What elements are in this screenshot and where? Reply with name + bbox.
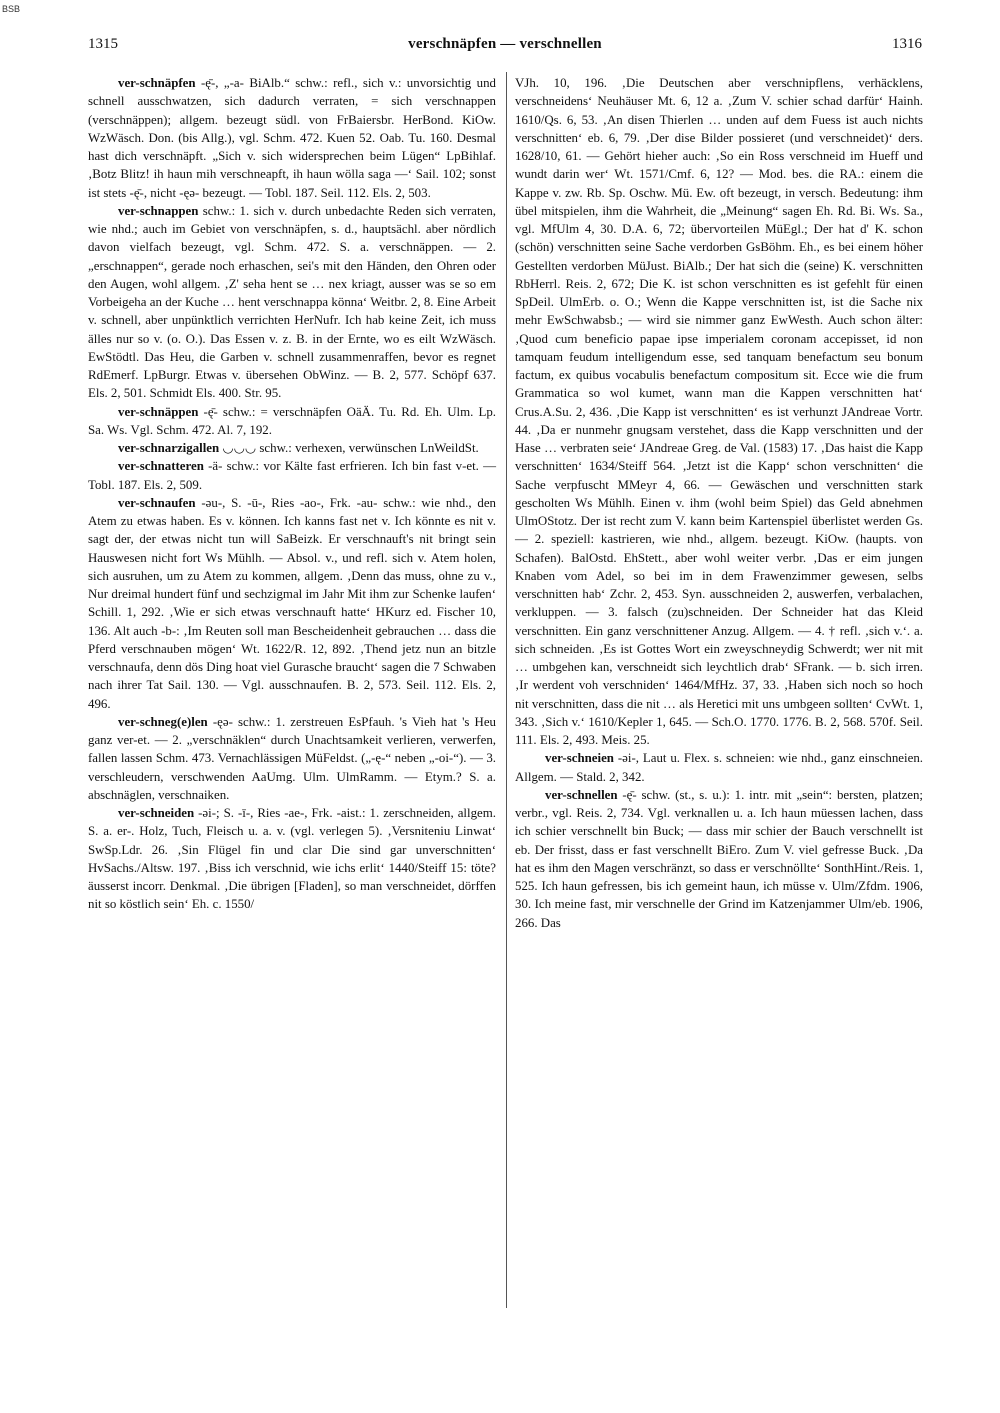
column-divider — [506, 72, 507, 1308]
entry-text: -ę̄- schw.: = verschnäpfen OäÄ. Tu. Rd. Eh. Ulm. Lp. Sa. Ws. Vgl. Schm. 472. Al. 7, 192. — [88, 404, 496, 437]
dictionary-entry — [515, 786, 923, 932]
entry-lemma: ver-schnellen — [545, 787, 618, 802]
entry-text: -ä- schw.: vor Kälte fast erfrieren. Ich bin fast v-et. — Tobl. 187. Els. 2, 509. — [88, 459, 496, 492]
entry-text: -ę̄-, „-a- BiAlb.“ schw.: refl., sich v.: unvorsichtig und schnell ausschwatzen, sich dadurch verraten, = sich verschnappen (verschnäppen); allgem. bezeugt südl. von FrBaiersbr. HerBond. KiOw. WzWäsch. Don. (bis Allg.), vgl. Schm. 472. Kuen 52. Oab. Tu. 160. Desmal hast dich verschnäpft. „Sich v. sich widersprechen beim Lügen“ LpBihlaf. ‚Botz Blitz! ih haun mih verschneapft, ih haun wölla saga —‘ Sail. 102; sonst ist stets -ę̄-, nicht -ęə- bezeugt. — Tobl. 187. Seil. 112. Els. 2, 503. — [88, 76, 496, 200]
entry-lemma: ver-schnarzigallen — [118, 441, 220, 455]
dictionary-entry — [88, 439, 496, 457]
entry-text: -əi-, Laut u. Flex. s. schneien: wie nhd., ganz einschneien. Allgem. — Stald. 2, 342. — [515, 751, 923, 784]
entry-lemma: ver-schnatteren — [118, 459, 204, 474]
dictionary-entry — [515, 749, 923, 786]
dictionary-entry — [88, 202, 496, 403]
dictionary-entry — [88, 403, 496, 440]
dictionary-entry — [88, 457, 496, 494]
right-column — [515, 74, 923, 932]
dictionary-entry — [88, 74, 496, 202]
entry-lemma: ver-schneien — [545, 751, 614, 766]
dictionary-entry — [88, 713, 496, 804]
entry-text: -ę̄- schw. (st., s. u.): 1. intr. mit „sein“: bersten, platzen; verbr., vgl. Reis. 2, 734. Vgl. verknallen u. a. Ich haun müessen lachen, dass ich schier verschnellt bin Buck; — dass mir schier der Bauch verschnellt ist eb. Der frisst, dass er fast verschnellt BiEro. Zum V. viel gefresse Buck. ‚Da hat es ihm den Magen verschränzt, so dass er verschnöllte‘ SonthHint./Reis. 1, 525. Ich haun gefressen, bis ich gemeint haun, ich müsse v. Ulm/Zfdm. 1906, 30. Ich meine fast, mir verschnelle der Grind im Katzenjammer Ulm/eb. 1906, 266. Das — [515, 787, 923, 930]
left-page-number: 1315 — [88, 36, 118, 52]
entry-lemma: ver-schnappen — [118, 203, 199, 218]
entry-text: schw.: 1. sich v. durch unbedachte Reden sich verraten, wie nhd.; auch im Gebiet von verschnäpfen, s. d., hauptsächl. aber nördlich davon vielfach bezeugt, vgl. Schm. 472. S. a. verschnäppen. — 2. „erschnappen“, gerade noch erhaschen, sei's mit den Händen, den Ohren oder den Augen, wohl allgem. ‚Z' seha hent se … nex kriagt, ausser was se so em Vorbeigeha an der Kuche … hent verschnappa könna‘ Weitbr. 2, 8. Eine Arbeit v. schnell, aber unpünktlich verrichten HerNufr. Ich hab keine Zeit, ich muss älles nur so v. (o. O.). Das Essen v. z. B. in der Ernte, wo es eilt WzWäsch. EwStödtl. Das Heu, die Garben v. schnell zusammenraffen, bevor es regnet RdEmerf. LpBurgr. Etwas v. übersehen ObWinz. — B. 2, 577. Schöpf 637. Els. 2, 501. Schmidt Els. 400. Str. 95. — [88, 203, 496, 401]
running-title: verschnäpfen — verschnellen — [408, 36, 602, 52]
entry-lemma: ver-schnäppen — [118, 404, 199, 419]
entry-text: ◡◡◡ schw.: verhexen, verwünschen LnWeildSt. — [219, 441, 479, 455]
entry-text: -ęə- schw.: 1. zerstreuen EsPfauh. 's Vieh hat 's Heu ganz ver-et. — 2. „verschnäklen“ durch Unachtsamkeit verlieren, verwerfen, fallen lassen Schm. 473. Vernachlässigen MüFeldst. („-ę-“ neben „-oi-“). — 3. verschleudern, verschwenden AaUmg. Ulm. UlmRamm. — Etym.? S. a. abschnäglen, verschnaiken. — [88, 714, 496, 802]
library-mark: BSB — [2, 4, 21, 14]
entry-lemma: ver-schneg(e)len — [118, 714, 208, 729]
dictionary-entry — [88, 804, 496, 914]
left-column — [88, 74, 496, 914]
page-header — [88, 36, 922, 58]
right-page-number: 1316 — [892, 36, 922, 52]
entry-continuation — [515, 74, 923, 749]
entry-lemma: ver-schnäpfen — [118, 76, 196, 90]
entry-lemma: ver-schnaufen — [118, 495, 196, 510]
entry-text: VJh. 10, 196. ‚Die Deutschen aber verschnipflens, verhäcklens, verschneidens‘ Neuhäuser Mt. 6, 12 a. ‚Zum V. schier schad darfür‘ Hainh. 1610/Qs. 6, 53. ‚An disen Thierlen … unden auf dem Fuess ist auch nichts verschnitten‘ eb. 6, 79. ‚Der dise Bilder possieret (und verschneidet)‘ ders. 1628/10, 61. — Gehört hieher auch: ‚So ein Ross verschneid im Hueff und wundt darin wer‘ Wt. 1571/Cmf. 6, 12? — Mod. bes. die RA.: einem die Kappe v. zw. Rb. Sp. Oschw. Mü. Ew. oft bezeugt, in versch. Bedeutung: ihm übel mitspielen, ihm die Wahrheit, die „Meinung“ sagen Eh. Rd. Bi. Ws. Sa., vgl. MfUlm 4, 30. D.A. 6, 72; übervorteilen MüEgl.; Der hat d' K. schon (schön) verschnitten seine Sache verdorben GsBöhm. Eh., es bei einem höher Gestellten verdorben MüJust. BiAlb.; Der hat sich die (seine) K. verschnitten RbHerrl. Reis. 2, 672; Die K. ist schon verschnitten es ist gefehlt für einen SpDeil. UlmErb. o. O.; Wenn die Kappe verschnitten ist, ist die Sache nix mehr EwSchwabsb.; — wird sie nimmer ganz EwWesth. Auch schon älter: ‚Quod cum beneficio papae ipse imperialem coronam accepisset, id non tamquam feudum intelligendum esse, sed tanquam benefactum seu bonum factum, ex quibus vocabulis benefactum compositum sit. Ecce wie die frum Grammatica so wol kumet, wann man die Kappen verschnitten hat‘ Crus.A.Su. 2, 436. ‚Die Kapp ist verschnitten‘ es ist verhunzt JAndreae Vortr. 44. ‚Da er nunmehr gnugsam verstehet, dass die Kapp verschnitten und der Hase … verbraten seie‘ JAndreae Greg. de Val. (1583) 17. ‚Das haist die Kapp verschnitten‘ 1634/Steiff 564. ‚Jetzt ist die Kapp‘ schon verschnitten‘ die Sache verpfuscht MMeyr 4, 66. — Gewäschen und verschnitten stark gescholten Ws Mühlh. Einen v. ihm (wohl beim Spiel) das Geld abnehmen UlmOStotz. Der ist recht zum V. kann beim Kartenspiel überlistet werden Gs. — 2. speziell: kastrieren, wie nhd., allgem. bezeugt. KiOw. (haupts. von Schafen). BalOstd. EhStett., aber wohl weiter verbr. ‚Das er eim jungen Knaben vom Adel, so bei im in dem Frawenzimmer gewesen, selbs verschnitten hab‘ Zchr. 2, 453. Syn. ausschneiden 2, auswerfen, verbalachen, verkluppen. — 3. falsch (zu)schneiden. Der Schneider hat das Kleid verschnitten. Ein ganz verschnittener Anzug. Allgem. — 4. † refl. ‚sich v.‘. a. sich schneiden. ‚Es ist Gottes Wort ein zweyschneydig Schwerdt; wer nit mit … umbgehen kan, verschneidt sich leychtlich drab‘ SFrank. — b. sich irren. ‚Ir werdent voh verschniden‘ 1464/MfHz. 37, 33. ‚Haben sich noch so hoch nit verschnitten, dass die nit … als Heretici mit uns umbgeen sollten‘ CvWt. 1, 343. ‚Sich v.‘ 1610/Kepler 1, 645. — Sch.O. 1770. 1776. B. 2, 568. 570f. Seil. 111. Els. 2, 493. Meis. 25. — [515, 76, 923, 747]
entry-text: -əi-; S. -ī-, Ries -ae-, Frk. -aist.: 1. zerschneiden, allgem. S. a. er-. Holz, Tuch, Fleisch u. a. v. (vgl. verlegen 5). ‚Versniteniu Linwat‘ SwSp.Ldr. 26. ‚Sin Flügel fin und clar Die sind gar unverschnitten‘ HvSachs./Altsw. 197. ‚Biss ich verschnid, wie ichs erlit‘ 1440/Steiff 15: töte? äusserst incorr. Denkmal. ‚Die übrigen [Fladen], so man verschneidet, dörffen nit so köstlich sein‘ Eh. c. 1550/ — [88, 806, 496, 912]
entry-lemma: ver-schneiden — [118, 806, 195, 820]
dictionary-entry — [88, 494, 496, 713]
entry-text: -əu-, S. -ū-, Ries -ao-, Frk. -au- schw.: wie nhd., den Atem zu etwas haben. Es v. können. Ich kanns fast net v. Ich könnte es nit v. sagt der, der etwas nicht tun will SaBeizk. Er verschnauft's nit bringt sein Hauswesen nicht fort Ws Mühlh. — Absol. v., und refl. sich v. Atem holen, sich ausruhen, um zu Atem zu kommen, allgem. ‚Denn das muss, ohne zu v., Nur dreimal hundert fünf und sechzigmal im Jahr Mit ihm zur Schenke laufen‘ Schill. 1, 292. ‚Wie er sich etwas verschnauft hatte‘ HKurz ed. Fischer 10, 136. Alt auch -b-: ‚Im Reuten soll man Bescheidenheit gebrauchen … dass die Pferd verschnauben mögen‘ Wt. 1622/R. 12, 892. ‚Thend jetz nun an bitzle verschnaufa, denn dös Ding hoat viel Gurasche braucht‘ sagen die 7 Schwaben nach ihrer Tat Sail. 130. — Vgl. ausschnaufen. B. 2, 573. Seil. 112. Els. 2, 496. — [88, 495, 496, 711]
